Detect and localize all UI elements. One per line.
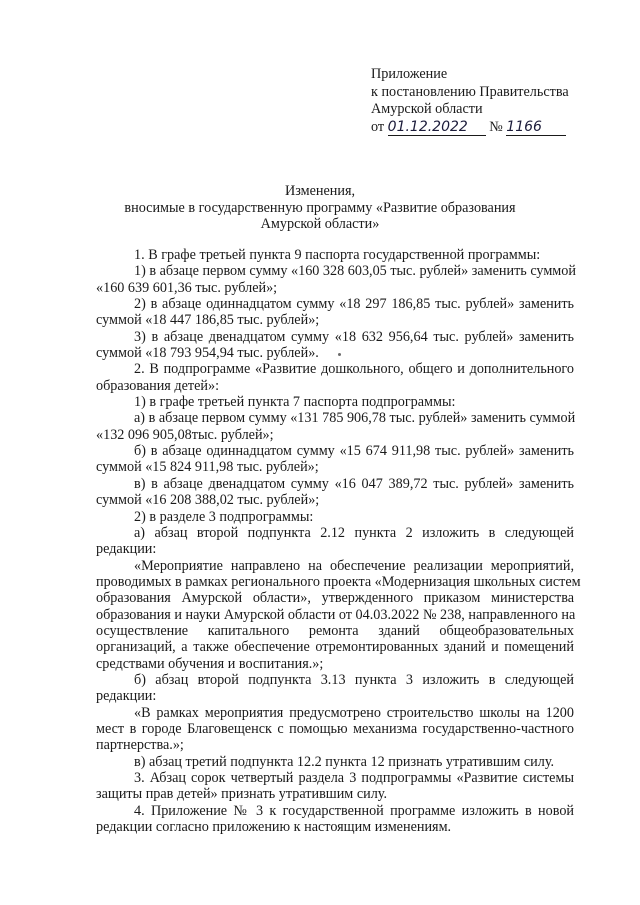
body-line: редакции:: [96, 688, 157, 705]
body-line: 1. В графе третьей пункта 9 паспорта государственной программы:: [134, 247, 541, 263]
body-line: «В рамках мероприятия предусмотрено строительство школы на 1200: [134, 704, 574, 721]
body-line: б) абзац второй подпункта 3.13 пункта 3 изложить в следующей: [134, 671, 574, 688]
body-line: образования детей»:: [96, 377, 220, 394]
body-line: 1) в абзаце первом сумму «160 328 603,05 тыс. рублей» заменить суммой: [134, 263, 576, 280]
body-line: 3. Абзац сорок четвертый раздела 3 подпрограммы «Развитие системы: [134, 770, 574, 786]
appendix-label: Приложение: [371, 66, 448, 82]
body-line: 4. Приложение № 3 к государственной программе изложить в новой: [134, 802, 574, 819]
handwritten-date: 01.12.2022: [387, 118, 468, 135]
body-line: 2) в разделе 3 подпрограммы:: [134, 508, 314, 525]
appendix-header: [371, 66, 611, 136]
body-line: осуществление капитального ремонта зданий общеобразовательных: [96, 622, 574, 639]
body-line: б) в абзаце одиннадцатом сумму «15 674 911,98 тыс. рублей» заменить: [134, 443, 574, 460]
number-field: [506, 120, 566, 136]
body-line: партнерства.»;: [96, 737, 184, 754]
body-line: а) абзац второй подпункта 2.12 пункта 2 изложить в следующей: [134, 524, 574, 541]
body-line: средствами обучения и воспитания.»;: [96, 655, 324, 672]
body-line: 2. В подпрограмме «Развитие дошкольного, общего и дополнительного: [134, 361, 574, 378]
number-sign: №: [489, 118, 503, 135]
body-line: образования и науки Амурской области от 04.03.2022 № 238, направленного на: [96, 606, 576, 623]
body-line: суммой «15 824 911,98 тыс. рублей»;: [96, 459, 319, 476]
body-line: «Мероприятие направлено на обеспечение реализации мероприятий,: [134, 557, 574, 574]
body-line: суммой «18 793 954,94 тыс. рублей».: [96, 345, 319, 362]
body-line: суммой «18 447 186,85 тыс. рублей»;: [96, 312, 320, 329]
document-body: [96, 247, 581, 836]
body-line: образования Амурской области», утвержденного приказом министерства: [96, 590, 574, 607]
body-line: суммой «16 208 388,02 тыс. рублей»;: [96, 492, 320, 509]
body-line: редакции:: [96, 541, 157, 558]
date-field: [388, 120, 486, 136]
body-line: «160 639 601,36 тыс. рублей»;: [96, 279, 278, 296]
body-line: а) в абзаце первом сумму «131 785 906,78 тыс. рублей» заменить суммой: [134, 410, 576, 427]
date-number-line: [371, 119, 611, 137]
scan-speck: [338, 353, 341, 356]
title-line: Изменения,: [284, 183, 356, 199]
body-line: 3) в абзаце двенадцатом сумму «18 632 956,64 тыс. рублей» заменить: [134, 328, 574, 345]
date-prefix: от: [371, 118, 385, 135]
title-line: вносимые в государственную программу «Развитие образования: [124, 199, 516, 216]
body-line: мест в городе Благовещенск с помощью механизма государственно-частного: [96, 720, 574, 737]
body-line: «132 096 905,08тыс. рублей»;: [96, 426, 274, 443]
document-title: [0, 183, 640, 233]
body-line: 2) в абзаце одиннадцатом сумму «18 297 186,85 тыс. рублей» заменить: [134, 296, 574, 313]
resolution-reference: к постановлению Правительства: [371, 83, 569, 100]
handwritten-number: 1166: [506, 118, 542, 135]
body-line: проводимых в рамках регионального проекта «Модернизация школьных систем: [96, 573, 581, 590]
body-line: редакции согласно приложению к настоящим изменениям.: [96, 819, 452, 836]
title-line: Амурской области»: [260, 216, 380, 232]
body-line: защиты прав детей» признать утратившим силу.: [96, 786, 388, 803]
body-line: организаций, а также обеспечение отремонтированных зданий и помещений: [96, 639, 574, 656]
body-line: в) в абзаце двенадцатом сумму «16 047 389,72 тыс. рублей» заменить: [134, 475, 574, 492]
region-name: Амурской области: [371, 101, 483, 117]
body-line: в) абзац третий подпункта 12.2 пункта 12 признать утратившим силу.: [134, 753, 555, 770]
body-line: 1) в графе третьей пункта 7 паспорта подпрограммы:: [134, 394, 456, 411]
